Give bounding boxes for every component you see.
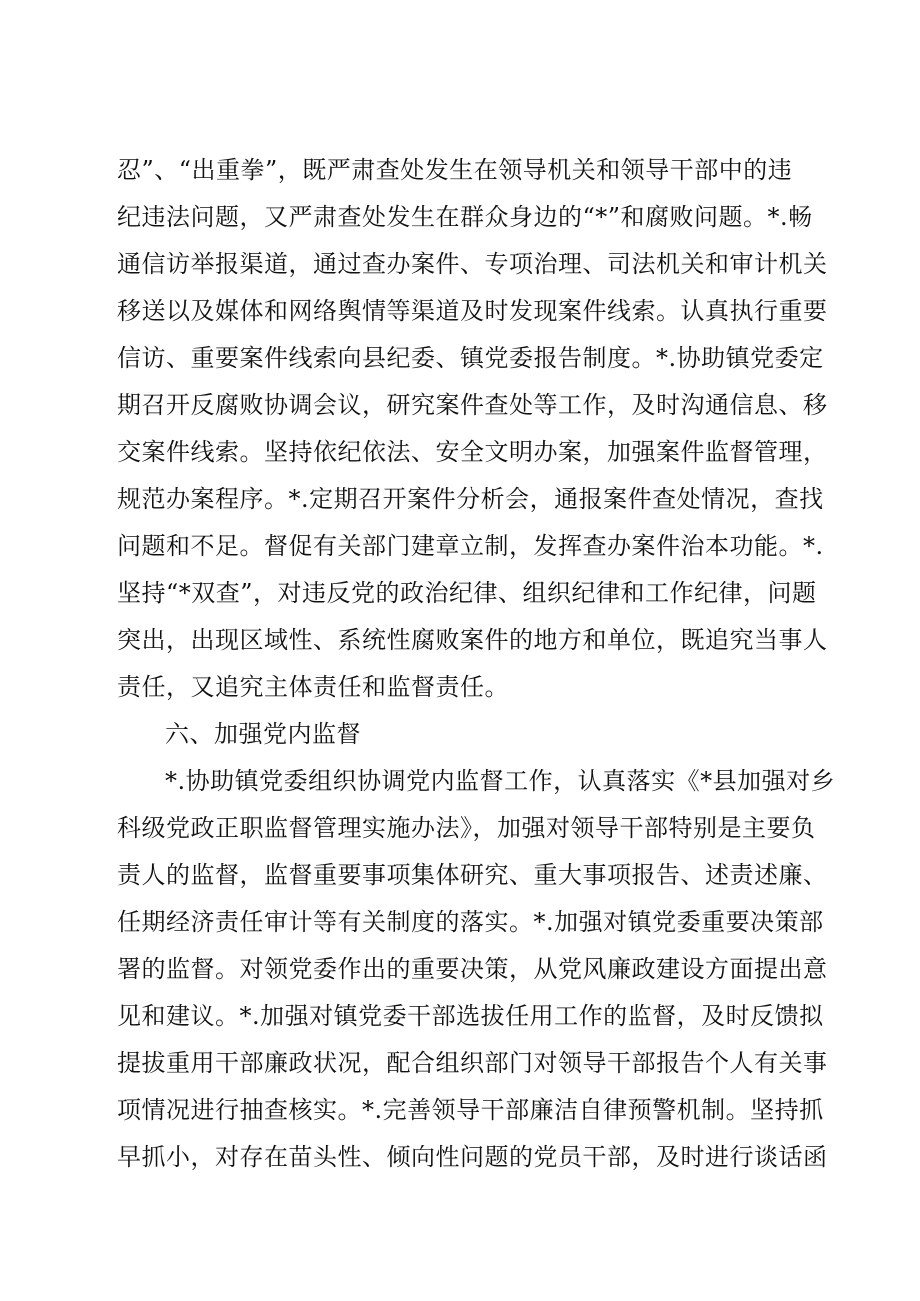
- body-text-line: 规范办案程序。*.定期召开案件分析会，通报案件查处情况，查找: [117, 485, 824, 513]
- section-text-line: 科级党政正职监督管理实施办法》，加强对领导干部特别是主要负: [117, 814, 816, 842]
- body-text-line: 通信访举报渠道，通过查办案件、专项治理、司法机关和审计机关: [117, 250, 828, 278]
- body-text-line: 问题和不足。督促有关部门建章立制，发挥查办案件治本功能。*.: [117, 532, 824, 560]
- body-text-line: 坚持“*双查”，对违反党的政治纪律、组织纪律和工作纪律，问题: [117, 579, 817, 607]
- section-heading: 六、加强党内监督: [165, 720, 361, 748]
- section-text-line: 责人的监督，监督重要事项集体研究、重大事项报告、述责述廉、: [117, 861, 828, 889]
- section-text-line: 署的监督。对领党委作出的重要决策，从党风廉政建设方面提出意: [117, 955, 828, 983]
- body-text-line: 移送以及媒体和网络舆情等渠道及时发现案件线索。认真执行重要: [117, 297, 828, 325]
- body-text-line: 突出，出现区域性、系统性腐败案件的地方和单位，既追究当事人: [117, 626, 828, 654]
- body-text-line: 责任，又追究主体责任和监督责任。: [117, 673, 509, 701]
- body-text-line: 期召开反腐败协调会议，研究案件查处等工作，及时沟通信息、移: [117, 391, 828, 419]
- section-text-line: 任期经济责任审计等有关制度的落实。*.加强对镇党委重要决策部: [117, 908, 824, 936]
- section-text-line: 早抓小，对存在苗头性、倾向性问题的党员干部，及时进行谈话函: [117, 1143, 828, 1171]
- body-text-line: 忍”、“出重拳”，既严肃查处发生在领导机关和领导干部中的违: [117, 156, 793, 184]
- body-text-line: 交案件线索。坚持依纪依法、安全文明办案，加强案件监督管理，: [117, 438, 828, 466]
- body-text-line: 信访、重要案件线索向县纪委、镇党委报告制度。*.协助镇党委定: [117, 344, 824, 372]
- section-text-line: *.协助镇党委组织协调党内监督工作，认真落实《*县加强对乡: [165, 767, 836, 795]
- body-text-line: 纪违法问题，又严肃查处发生在群众身边的“*”和腐败问题。*.畅: [117, 203, 813, 231]
- section-text-line: 提拔重用干部廉政状况，配合组织部门对领导干部报告个人有关事: [117, 1049, 828, 1077]
- section-text-line: 项情况进行抽查核实。*.完善领导干部廉洁自律预警机制。坚持抓: [117, 1096, 824, 1124]
- section-text-line: 见和建议。*.加强对镇党委干部选拔任用工作的监督，及时反馈拟: [117, 1002, 824, 1030]
